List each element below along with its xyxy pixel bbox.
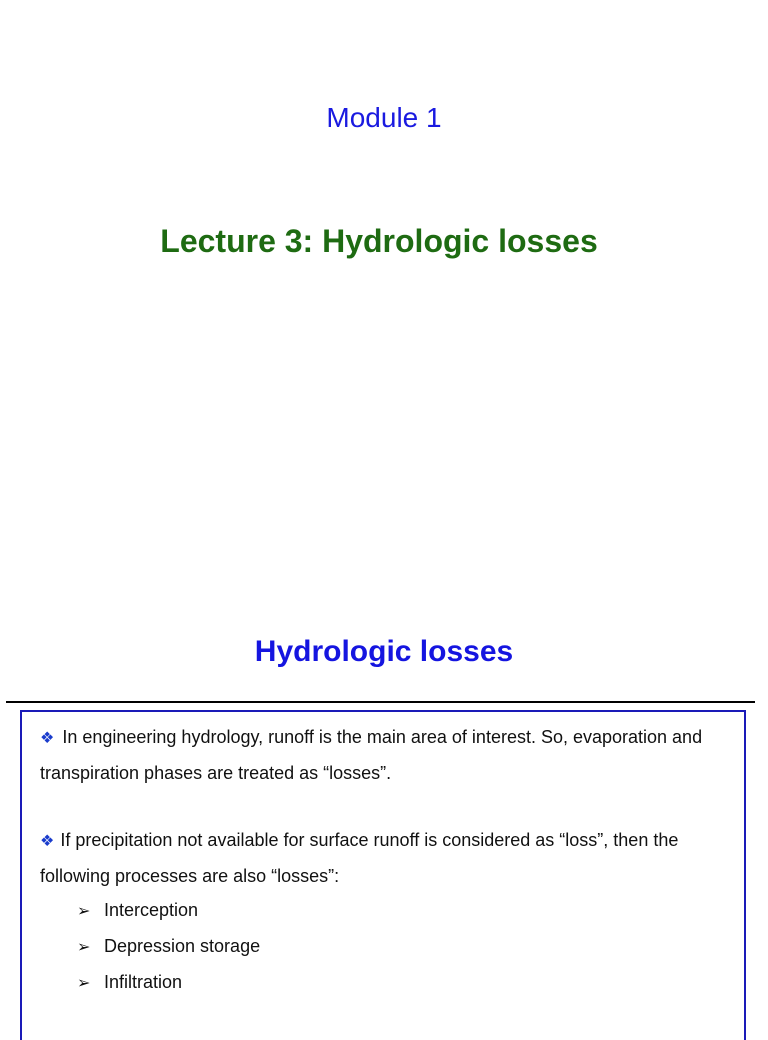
list-item-label: Infiltration	[104, 972, 183, 992]
losses-list	[77, 893, 260, 1001]
lecture-title: Lecture 3: Hydrologic losses	[160, 223, 598, 259]
paragraph-text: If precipitation not available for surface runoff is considered as “loss”, then the following processes are also “losses”:	[40, 830, 679, 886]
content-box	[20, 710, 746, 1040]
arrowhead-right-icon: ➢	[77, 939, 91, 956]
diamond-cluster-icon: ❖	[40, 730, 55, 747]
title-divider	[6, 701, 755, 703]
paragraph-evaporation-losses	[40, 720, 730, 790]
list-item-interception	[77, 893, 260, 929]
list-item-label: Interception	[104, 900, 199, 920]
module-title: Module 1	[326, 102, 442, 133]
paragraph-other-losses	[40, 823, 730, 893]
arrowhead-right-icon: ➢	[77, 975, 91, 992]
list-item-infiltration	[77, 965, 260, 1001]
arrowhead-right-icon: ➢	[77, 903, 91, 920]
section-title: Hydrologic losses	[254, 635, 514, 668]
diamond-cluster-icon: ❖	[40, 833, 55, 850]
list-item-label: Depression storage	[104, 936, 261, 956]
list-item-depression-storage	[77, 929, 260, 965]
content-slide	[0, 560, 768, 1024]
paragraph-text: In engineering hydrology, runoff is the main area of interest. So, evaporation and transpiration phases are treated as “losses”.	[40, 727, 703, 783]
